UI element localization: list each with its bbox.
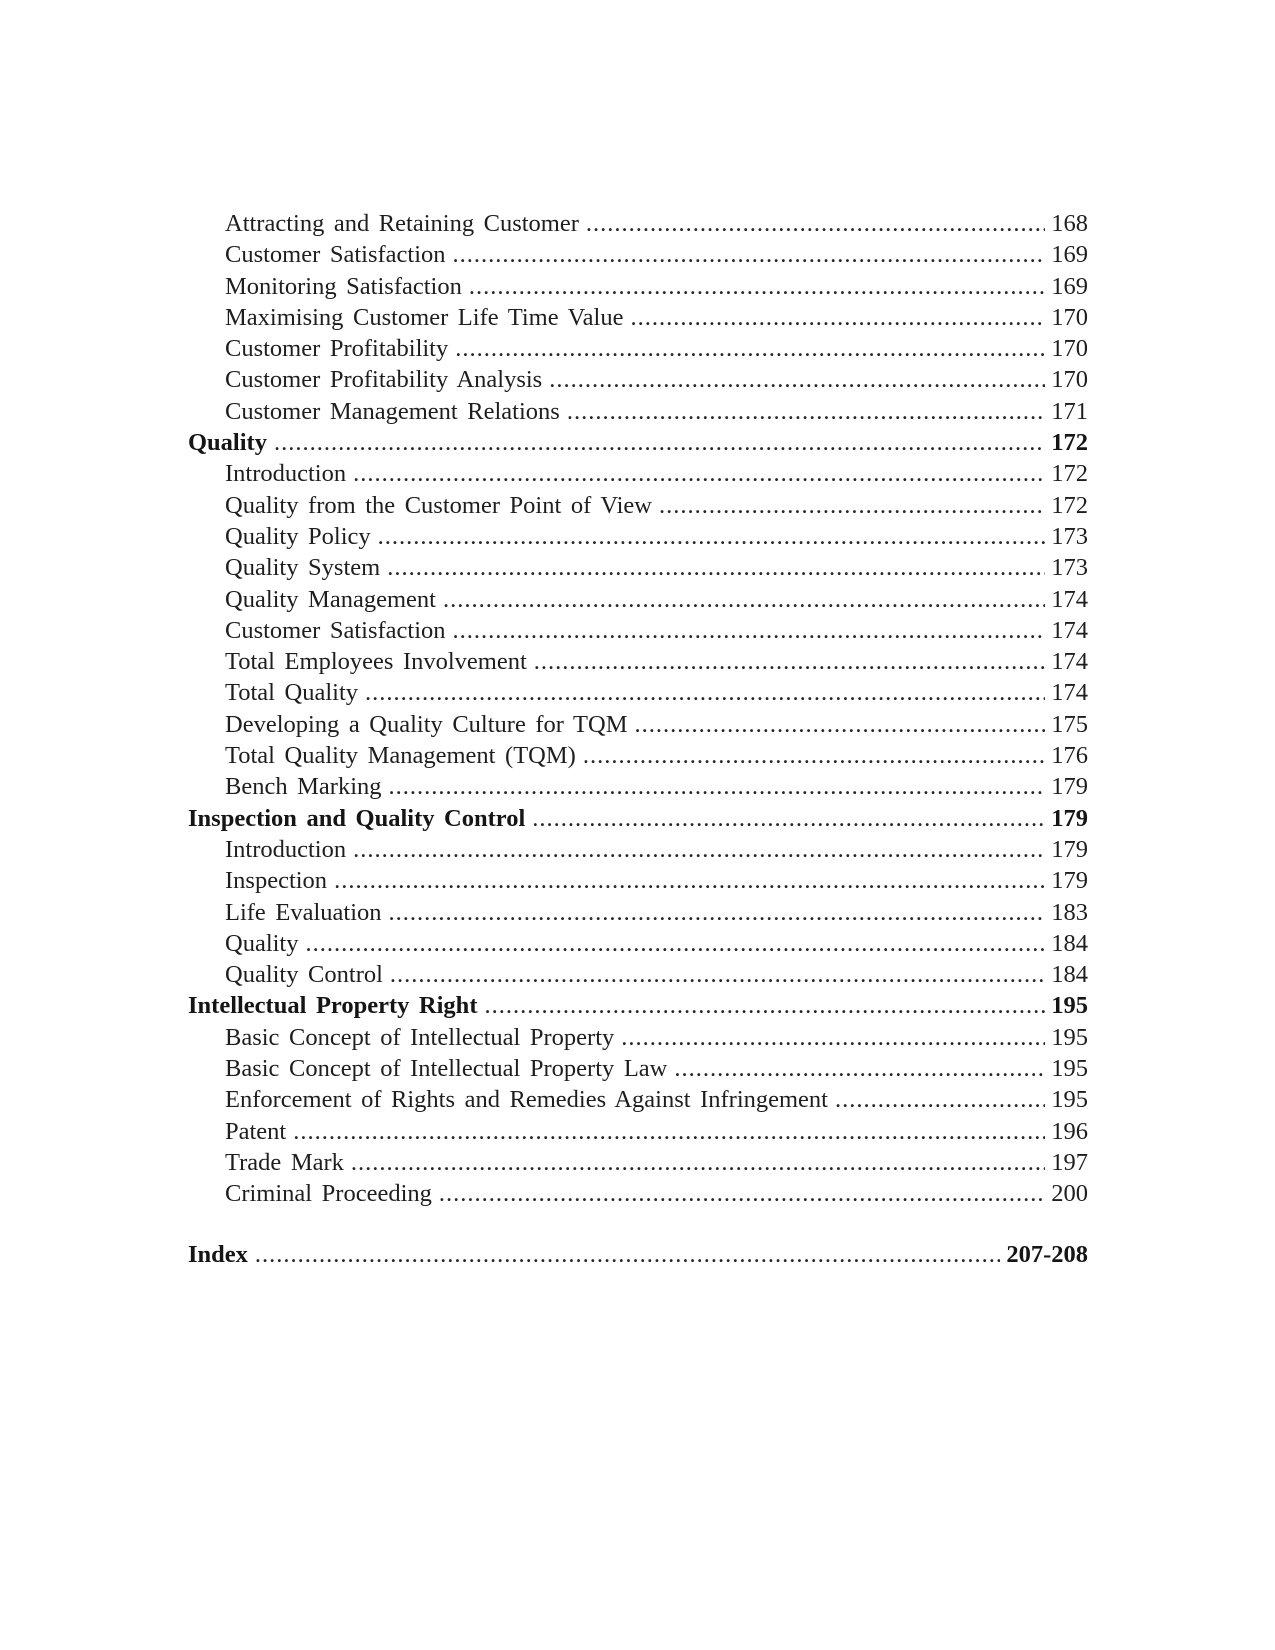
- dot-leader: [628, 709, 1046, 740]
- dot-leader: [344, 1147, 1045, 1178]
- toc-entry: [188, 803, 1088, 834]
- dot-leader: [576, 740, 1045, 771]
- toc-entry: [188, 615, 1088, 646]
- toc-entry: [188, 1147, 1088, 1178]
- toc-entry-page: 174: [1051, 679, 1088, 707]
- toc-entry-page: 176: [1051, 742, 1088, 770]
- toc-entry: [188, 364, 1088, 395]
- toc-entry-page: 174: [1051, 648, 1088, 676]
- toc-entry: [188, 552, 1088, 583]
- toc-entry: [188, 490, 1088, 521]
- dot-leader: [358, 677, 1045, 708]
- dot-leader: [446, 239, 1046, 270]
- toc-entry-page: 195: [1051, 1055, 1088, 1083]
- toc-entry-page: 172: [1051, 429, 1088, 457]
- toc-entry: [188, 646, 1088, 677]
- dot-leader: [560, 396, 1045, 427]
- dot-leader: [299, 928, 1046, 959]
- toc-entry-label: Developing a Quality Culture for TQM: [225, 710, 628, 738]
- dot-leader: [667, 1053, 1045, 1084]
- toc-entry-label: Total Employees Involvement: [225, 648, 527, 676]
- toc-entry-page: 172: [1051, 491, 1088, 519]
- toc-entry-label: Total Quality: [225, 679, 359, 707]
- toc-entry-page: 169: [1051, 241, 1088, 269]
- toc-entry-page: 195: [1051, 1086, 1088, 1114]
- toc-entry: [188, 990, 1088, 1021]
- toc-entry-label: Customer Management Relations: [225, 397, 560, 425]
- toc-entry-label: Patent: [225, 1117, 287, 1145]
- toc-entry: [188, 959, 1088, 990]
- toc-entry: [188, 521, 1088, 552]
- toc-entry-page: 168: [1051, 210, 1088, 237]
- toc-entry-label: Quality: [225, 929, 299, 957]
- toc-entry-page: 179: [1051, 867, 1088, 895]
- dot-leader: [383, 959, 1045, 990]
- toc-entry-page: 174: [1051, 585, 1088, 613]
- toc-entry-label: Quality Control: [225, 961, 383, 989]
- toc-entry-label: Quality: [188, 429, 267, 457]
- toc-entry: [188, 1116, 1088, 1147]
- toc-entry: [188, 771, 1088, 802]
- toc-entry-label: Customer Profitability Analysis: [225, 366, 543, 394]
- index-entry: [188, 1239, 1088, 1270]
- toc-entry-label: Inspection: [225, 867, 328, 895]
- toc-entry: [188, 271, 1088, 302]
- dot-leader: [327, 865, 1045, 896]
- toc-entry-label: Criminal Proceeding: [225, 1180, 432, 1208]
- toc-entry-page: 197: [1051, 1148, 1088, 1176]
- dot-leader: [382, 771, 1046, 802]
- toc-entry-label: Introduction: [225, 835, 347, 863]
- dot-leader: [828, 1084, 1045, 1115]
- toc-entry: [188, 333, 1088, 364]
- toc-entry-label: Customer Profitability: [225, 335, 449, 363]
- dot-leader: [462, 271, 1045, 302]
- toc-entry-label: Customer Satisfaction: [225, 616, 446, 644]
- toc-entry-page: 170: [1051, 335, 1088, 363]
- dot-leader: [436, 584, 1045, 615]
- toc-entry-label: Life Evaluation: [225, 898, 382, 926]
- dot-leader: [525, 803, 1045, 834]
- toc-entry: [188, 897, 1088, 928]
- toc-entry-label: Maximising Customer Life Time Value: [225, 303, 624, 331]
- toc-entry-page: 179: [1051, 804, 1088, 832]
- toc-entry: [188, 677, 1088, 708]
- toc-entry: [188, 1022, 1088, 1053]
- toc-entry-label: Bench Marking: [225, 773, 382, 801]
- dot-leader: [527, 646, 1045, 677]
- toc-entry: [188, 396, 1088, 427]
- index-entry-page: 207-208: [1006, 1240, 1088, 1268]
- toc-entry-page: 195: [1051, 992, 1088, 1020]
- dot-leader: [448, 333, 1045, 364]
- toc-entry-page: 179: [1051, 835, 1088, 863]
- toc-entry: [188, 928, 1088, 959]
- toc-entry-page: 179: [1051, 773, 1088, 801]
- toc-entry-label: Intellectual Property Right: [188, 992, 478, 1020]
- toc-entry-page: 174: [1051, 616, 1088, 644]
- toc-entry-page: 172: [1051, 460, 1088, 488]
- toc-entry-page: 173: [1051, 554, 1088, 582]
- toc-entry-page: 170: [1051, 366, 1088, 394]
- toc-list: [188, 208, 1088, 1210]
- toc-entry: [188, 740, 1088, 771]
- toc-entry-label: Quality System: [225, 554, 381, 582]
- dot-leader: [346, 834, 1045, 865]
- toc-entry-label: Quality Policy: [225, 522, 371, 550]
- toc-entry-page: 195: [1051, 1023, 1088, 1051]
- dot-leader: [579, 208, 1045, 239]
- toc-entry-label: Basic Concept of Intellectual Property: [225, 1023, 615, 1051]
- toc-entry-page: 171: [1051, 397, 1088, 425]
- table-of-contents: [188, 208, 1088, 1270]
- toc-entry: [188, 584, 1088, 615]
- dot-leader: [477, 990, 1045, 1021]
- toc-entry-page: 196: [1051, 1117, 1088, 1145]
- dot-leader: [446, 615, 1046, 646]
- dot-leader: [346, 458, 1045, 489]
- dot-leader: [380, 552, 1045, 583]
- dot-leader: [432, 1178, 1045, 1209]
- toc-entry: [188, 458, 1088, 489]
- toc-entry-label: Total Quality Management (TQM): [225, 742, 576, 770]
- toc-entry-page: 173: [1051, 522, 1088, 550]
- toc-entry: [188, 208, 1088, 239]
- dot-leader: [542, 364, 1045, 395]
- toc-entry-label: Trade Mark: [225, 1148, 344, 1176]
- toc-entry: [188, 1084, 1088, 1115]
- dot-leader: [652, 490, 1045, 521]
- toc-entry-label: Inspection and Quality Control: [188, 804, 526, 832]
- toc-entry-page: 175: [1051, 710, 1088, 738]
- toc-entry: [188, 834, 1088, 865]
- toc-entry-page: 200: [1051, 1180, 1088, 1208]
- dot-leader: [371, 521, 1046, 552]
- toc-entry: [188, 1053, 1088, 1084]
- toc-entry-label: Basic Concept of Intellectual Property Law: [225, 1055, 668, 1083]
- toc-entry-page: 169: [1051, 272, 1088, 300]
- toc-entry-label: Customer Satisfaction: [225, 241, 446, 269]
- toc-entry: [188, 302, 1088, 333]
- toc-entry-page: 183: [1051, 898, 1088, 926]
- toc-entry: [188, 427, 1088, 458]
- toc-entry-page: 184: [1051, 961, 1088, 989]
- dot-leader: [614, 1022, 1045, 1053]
- dot-leader: [267, 427, 1045, 458]
- toc-entry-label: Quality Management: [225, 585, 436, 613]
- toc-entry-label: Introduction: [225, 460, 347, 488]
- dot-leader: [382, 897, 1046, 928]
- toc-entry-label: Attracting and Retaining Customer: [225, 210, 579, 237]
- dot-leader: [248, 1239, 1000, 1270]
- index-entry-label: Index: [188, 1240, 248, 1268]
- dot-leader: [623, 302, 1045, 333]
- toc-entry: [188, 865, 1088, 896]
- toc-entry-label: Quality from the Customer Point of View: [225, 491, 652, 519]
- toc-entry: [188, 709, 1088, 740]
- toc-entry: [188, 239, 1088, 270]
- toc-entry-label: Monitoring Satisfaction: [225, 272, 462, 300]
- toc-entry-label: Enforcement of Rights and Remedies Against Infringement: [225, 1086, 828, 1114]
- toc-entry-page: 184: [1051, 929, 1088, 957]
- toc-entry-page: 170: [1051, 303, 1088, 331]
- toc-entry: [188, 1178, 1088, 1209]
- dot-leader: [286, 1116, 1045, 1147]
